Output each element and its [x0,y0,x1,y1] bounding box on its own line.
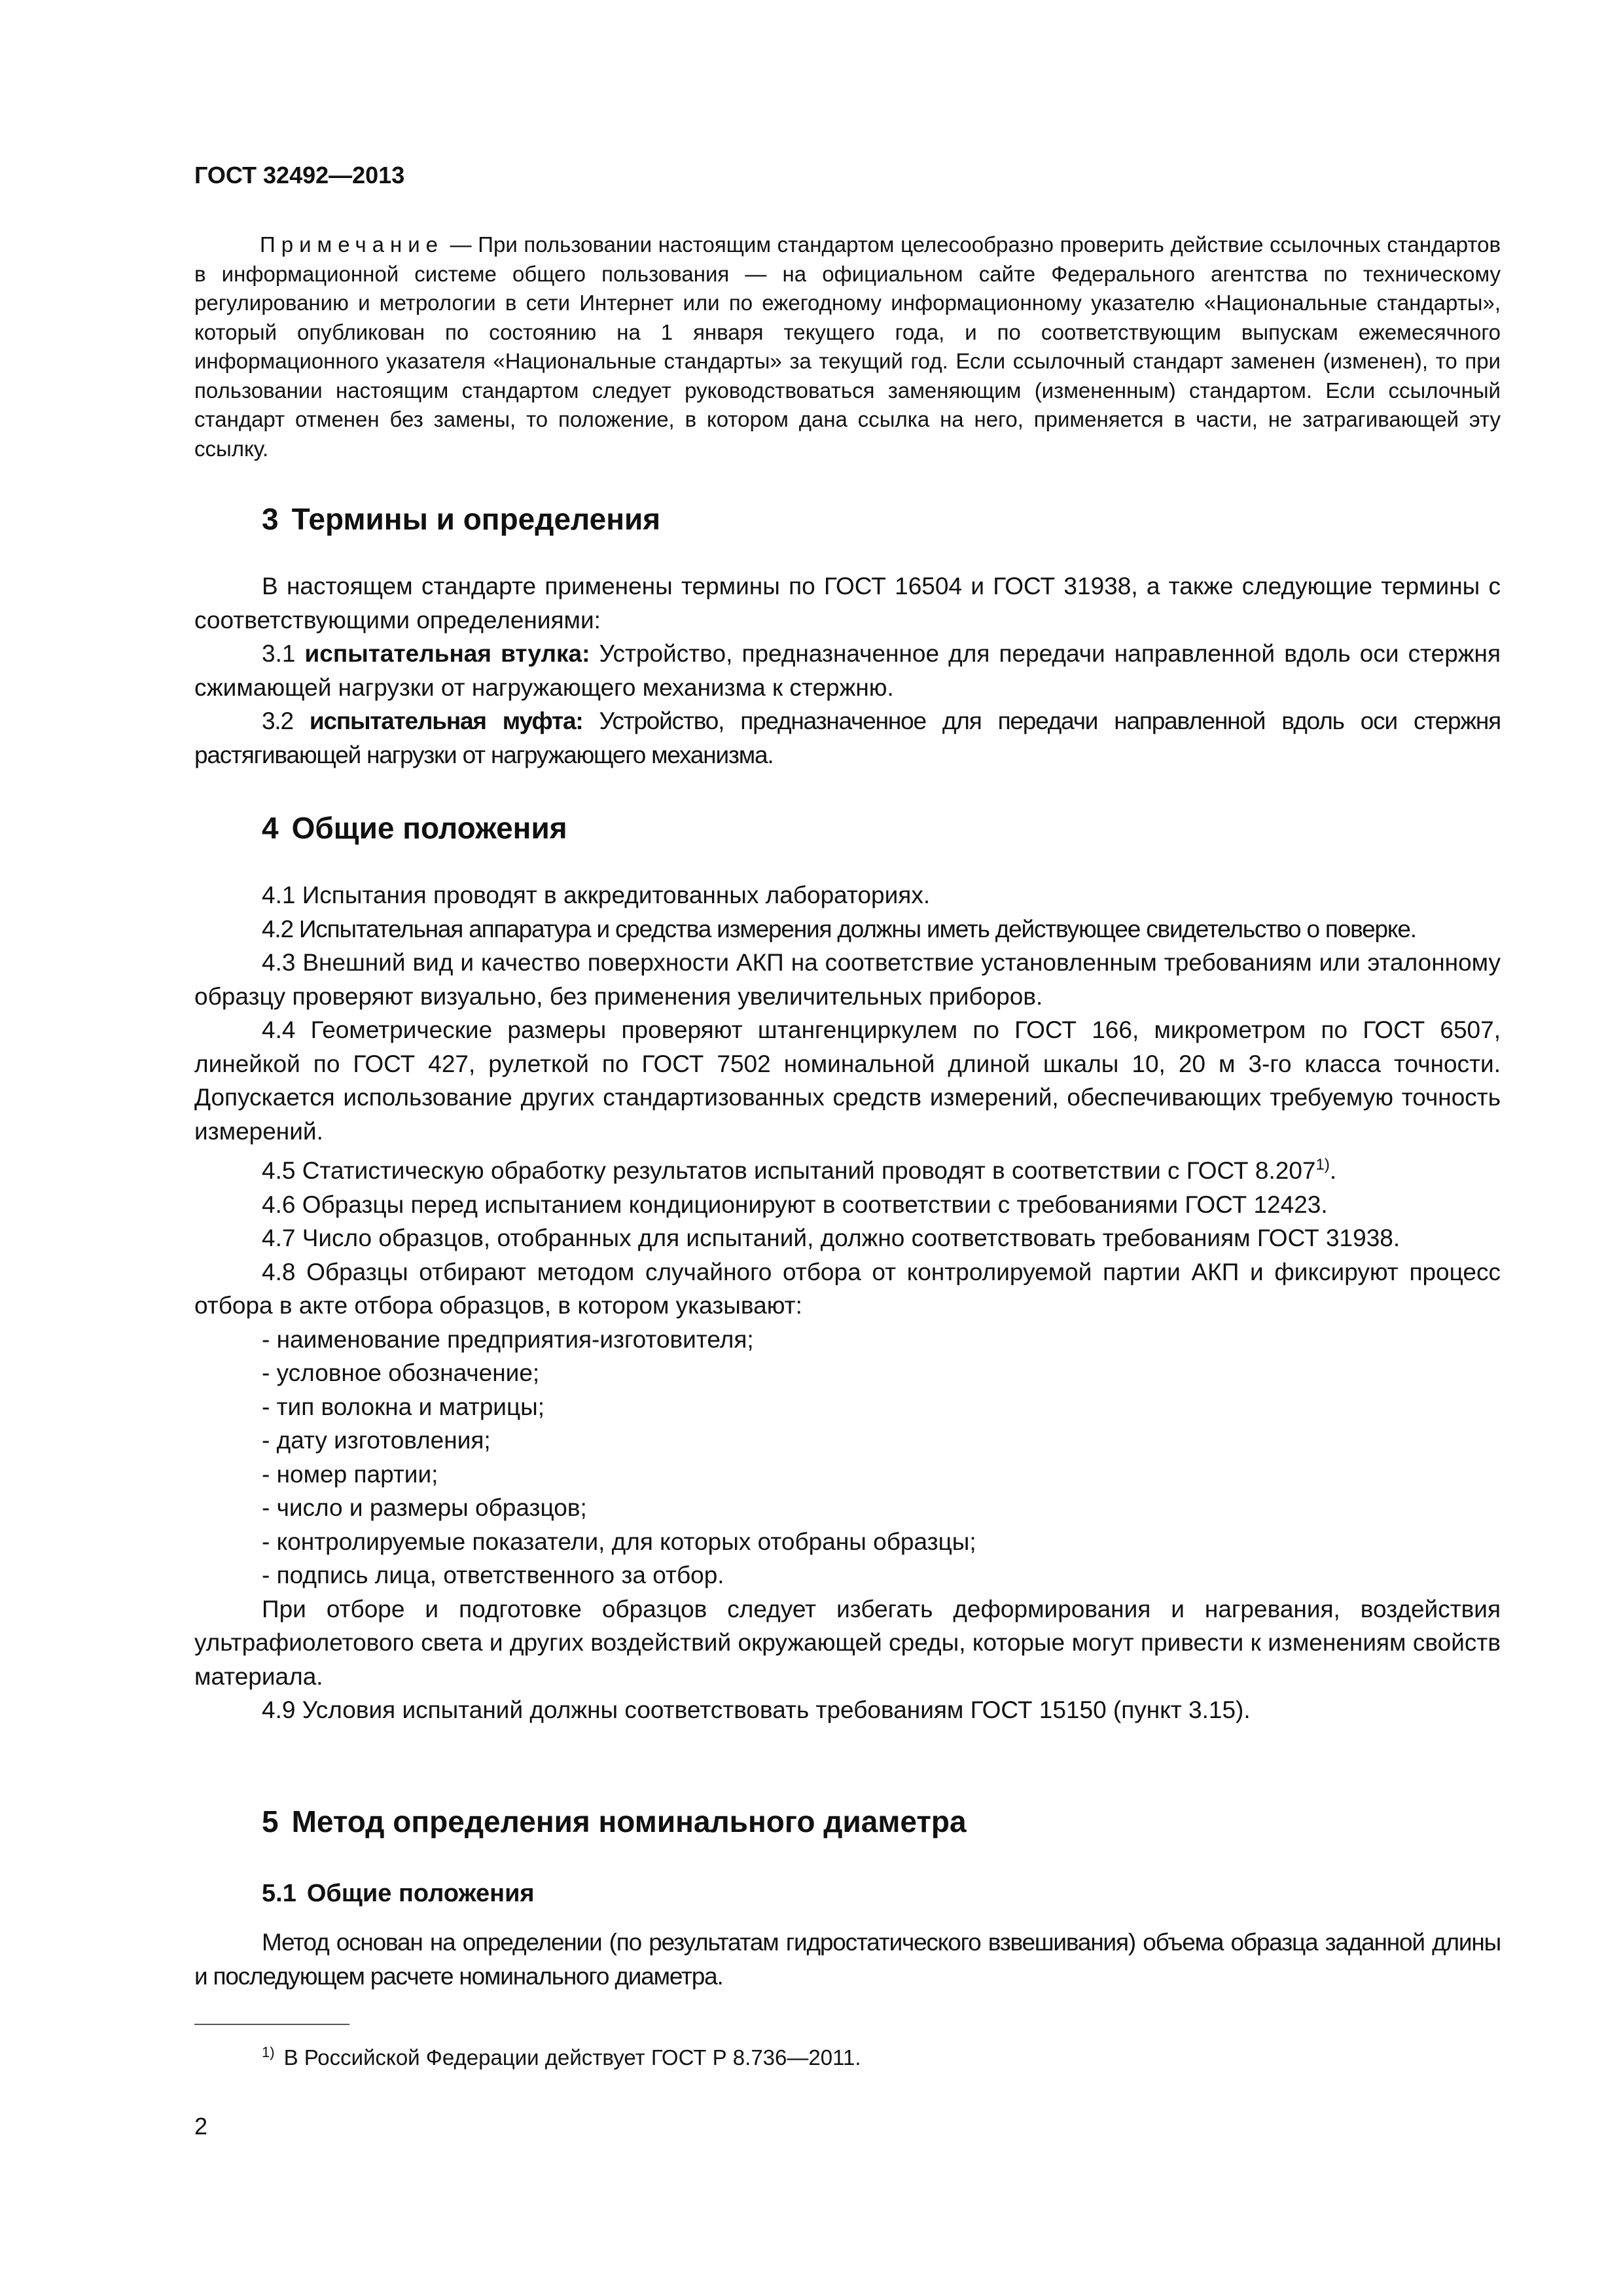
paragraph-4-8-after: При отборе и подготовке образцов следует избегать деформирования и нагревания, воздействия ультрафиолетового света и других воздействий окружающей среды, которые могут привести к изменениям свойств материала. [194,1595,1501,1690]
note-block [194,230,1501,463]
paragraph-4-3: 4.3 Внешний вид и качество поверхности АКП на соответствие установленным требованиям или эталонному образцу проверяют визуально, без применения увеличительных приборов. [194,949,1501,1010]
document-header: ГОСТ 32492—2013 [194,162,405,188]
section-4-body [194,878,1501,1727]
note-label: Примечание [260,232,444,257]
paragraph-4-1: 4.1 Испытания проводят в аккредитованных лабораториях. [262,882,931,908]
list-item: - контролируемые показатели, для которых отобраны образцы; [262,1528,976,1555]
paragraph-4-8: 4.8 Образцы отбирают методом случайного отбора от контролируемой партии АКП и фиксируют процесс отбора в акте отбора образцов, в котором указывают: [194,1258,1501,1319]
paragraph-4-4: 4.4 Геометрические размеры проверяют штангенциркулем по ГОСТ 166, микрометром по ГОСТ 6507, линейкой по ГОСТ 427, рулеткой по ГОСТ 7502 номинальной длиной шкалы 10, 20 м 3-го класса точности. Допускается использование других стандартизованных средств измерений, обеспечивающих требуемую точность измерений. [194,1016,1501,1145]
list-item: - дату изготовления; [262,1427,491,1454]
footnote-ref: 1) [1315,1156,1330,1174]
list-item: - условное обозначение; [262,1359,540,1386]
page-number: 2 [194,2113,208,2140]
section-4-heading: 4 Общие положения [262,811,567,845]
list-item: - номер партии; [262,1460,438,1488]
paragraph-4-9: 4.9 Условия испытаний должны соответствовать требованиям ГОСТ 15150 (пункт 3.15). [262,1696,1251,1723]
section-3-body [194,569,1501,772]
section-5-body [194,1926,1501,1993]
section-5-1-heading: 5.1 Общие положения [262,1880,535,1907]
term-3-2: 3.2 испытательная муфта: Устройство, предназначенное для передачи направленной вдоль оси стержня растягивающей нагрузки от нагружающего механизма. [194,708,1501,768]
term-3-2-name: испытательная муфта: [309,708,583,734]
list-item: - число и размеры образцов; [262,1494,587,1521]
section-3-heading: 3 Термины и определения [262,502,661,536]
footnote-text: В Российской Федерации действует ГОСТ Р 8.736—2011. [283,2045,861,2070]
note-text: — При пользовании настоящим стандартом целесообразно проверить действие ссылочных стандартов в информационной системе общего пользования — на официальном сайте Федерального агентства по техническому регулированию и метрологии в сети Интернет или по ежегодному информационному указателю «Национальные стандарты», который опубликован по состоянию на 1 января текущего года, и по соответствующим выпускам ежемесячного информационного указателя «Национальные стандарты» за текущий год. Если ссылочный стандарт заменен (изменен), то при пользовании настоящим стандартом следует руководствоваться заменяющим (измененным) стандартом. Если ссылочный стандарт отменен без замены, то положение, в котором дана ссылка на него, применяется в части, не затрагивающей эту ссылку. [194,232,1501,461]
footnote-divider [194,2024,349,2025]
term-3-1: 3.1 испытательная втулка: Устройство, предназначенное для передачи направленной вдоль оси стержня сжимающей нагрузки от нагружающего механизма к стержню. [194,640,1501,701]
footnote [262,2044,861,2070]
paragraph-4-7: 4.7 Число образцов, отобранных для испытаний, должно соответствовать требованиям ГОСТ 31938. [262,1225,1400,1251]
paragraph-5-1: Метод основан на определении (по результатам гидростатического взвешивания) объема образца заданной длины и последующем расчете номинального диаметра. [194,1929,1501,1990]
paragraph-4-6: 4.6 Образцы перед испытанием кондиционируют в соответствии с требованиями ГОСТ 12423. [262,1191,1328,1218]
list-item: - наименование предприятия-изготовителя; [262,1325,754,1353]
list-item: - подпись лица, ответственного за отбор. [262,1562,724,1588]
paragraph-4-2: 4.2 Испытательная аппаратура и средства измерения должны иметь действующее свидетельство о поверке. [262,915,1416,942]
list-item: - тип волокна и матрицы; [262,1393,545,1420]
section-3-intro: В настоящем стандарте применены термины по ГОСТ 16504 и ГОСТ 31938, а также следующие термины с соответствующими определениями: [194,573,1501,634]
term-3-1-name: испытательная втулка: [304,640,590,667]
paragraph-4-5: 4.5 Статистическую обработку результатов испытаний проводят в соответствии с ГОСТ 8.207$^{1)}$. [262,1156,1337,1184]
footnote-marker: 1) [262,2044,275,2060]
section-5-heading: 5 Метод определения номинального диаметра [262,1804,967,1839]
